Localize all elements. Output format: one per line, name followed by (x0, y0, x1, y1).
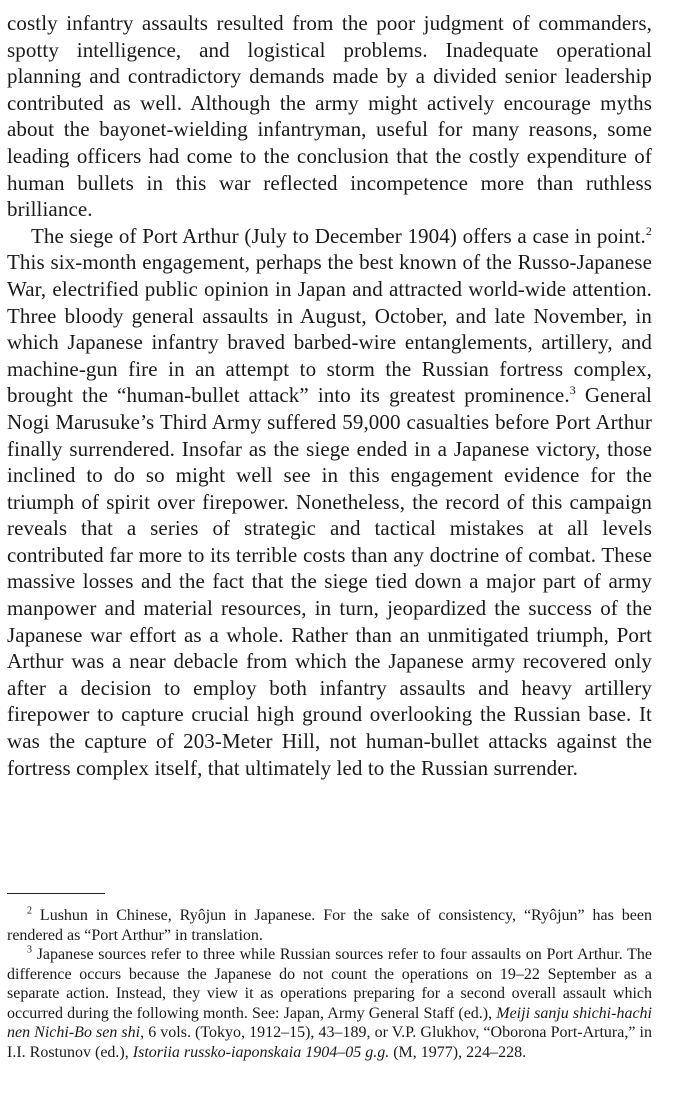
footnote-number-2: 2 (27, 905, 32, 917)
paragraph-1: costly infantry assaults resulted from the poor judgment of commanders, spotty intelligence, and logistical problems. Inadequate operational planning and contradictory demands made by a divided senior leadership contributed as well. Although the army might actively encourage myths about the bayonet-wielding infantryman, useful for many reasons, some leading officers had come to the conclusion that the costly expenditure of human bullets in this war reflected incompetence more than ruthless brilliance. (7, 11, 652, 222)
page-body (7, 0, 652, 781)
footnote-3-title-1: Meiji sanju shichi-hachi nen Nichi-Bo sen shi (7, 1004, 653, 1041)
footnote-number-3: 3 (27, 944, 32, 956)
footnote-3-text-b: , 6 vols. (Tokyo, 1912–15), 43–189, or V.P. Glukhov, “Oborona Port-Artura,” in I.I. Rostunov (ed.), (7, 1024, 652, 1061)
paragraph-2-text-b: This six-month engagement, perhaps the best known of the Russo-Japanese War, electrified public opinion in Japan and attracted world-wide attention. Three bloody general assaults in August, October, and late November, in which Japanese infantry braved barbed-wire entanglements, artillery, and machine-gun fire in an attempt to storm the Russian fortress complex, brought the “human-bullet attack” into its greatest prominence. (7, 250, 652, 408)
footnote-ref-2[interactable]: 2 (645, 223, 652, 238)
footnote-3-text-c: (M, 1977), 224–228. (389, 1043, 527, 1061)
footnote-separator (7, 893, 105, 894)
footnote-3-text-a: Japanese sources refer to three while Russian sources refer to four assaults on Port Arthur. The difference occurs because the Japanese do not count the operations on 19–22 September as a separate action. Instead, they view it as operations preparing for a second overall assault which occurred during the following month. See: Japan, Army General Staff (ed.), (7, 946, 652, 1022)
footnote-3 (7, 945, 652, 1062)
footnote-2-text: Lushun in Chinese, Ryôjun in Japanese. For the sake of consistency, “Ryôjun” has been rendered as “Port Arthur” in translation. (7, 907, 652, 944)
paragraph-2-text-a: The siege of Port Arthur (July to December 1904) offers a case in point. (31, 223, 646, 248)
paragraph-2-text-c: General Nogi Marusuke’s Third Army suffered 59,000 casualties before Port Arthur finally surrendered. Insofar as the siege ended in a Japanese victory, those inclined to do so might well see in this engagement evidence for the triumph of spirit over firepower. Nonetheless, the record of this campaign reveals that a series of strategic and tactical mistakes at all levels contributed far more to its terrible costs than any doctrine of combat. These massive losses and the fact that the siege tied down a major part of army manpower and material resources, in turn, jeopardized the success of the Japanese war effort as a whole. Rather than an unmitigated triumph, Port Arthur was a near debacle from which the Japanese army recovered only after a decision to employ both infantry assaults and heavy artillery firepower to capture crucial high ground overlooking the Russian base. It was the capture of 203-Meter Hill, not human-bullet attacks against the fortress complex itself, that ultimately led to the Russian surrender. (7, 383, 652, 780)
footnote-2 (7, 906, 652, 945)
paragraph-2 (7, 223, 652, 781)
footnote-3-title-2: Istoriia russko-iaponskaia 1904–05 g.g. (132, 1043, 390, 1061)
footnotes (7, 906, 652, 1062)
footnote-ref-3[interactable]: 3 (569, 383, 576, 398)
